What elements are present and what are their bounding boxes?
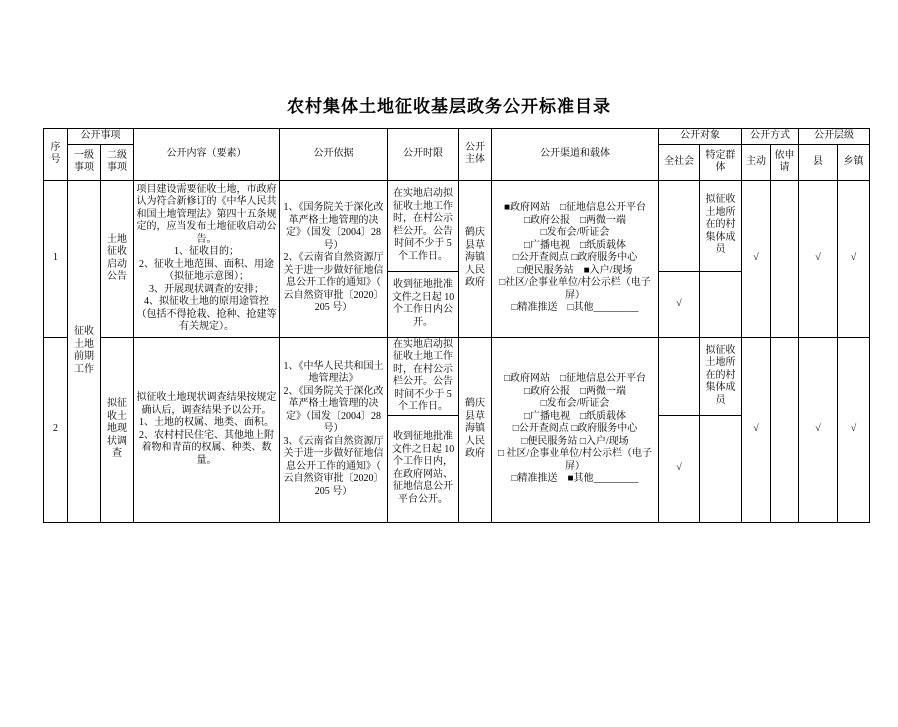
content-paragraph: 2、征收土地范围、面积、用途（拟征地示意图）； xyxy=(139,258,274,282)
township-check-cell: √ xyxy=(838,180,870,337)
specific-group-upper-cell: 拟征收土地所在的村集体成员 xyxy=(700,337,742,415)
channel-option-line: □政府公报 □两微一端 xyxy=(523,385,627,397)
channel-option-line: □ 社区/企事业单位/村公示栏（电子屏） xyxy=(497,448,653,472)
header-basis: 公开依据 xyxy=(280,129,388,181)
header-serial: 序号 xyxy=(44,129,68,181)
channel-option-line: □精准推送 □其他_________ xyxy=(511,302,639,314)
header-method: 公开方式 xyxy=(742,129,799,145)
channel-option-line: □社区/企事业单位/村公示栏（电子屏） xyxy=(499,277,651,301)
header-whole-society: 全社会 xyxy=(659,144,700,180)
content-paragraph: 4、拟征收土地的原用途管控（包括不得抢栽、抢种、抢建等有关规定）。 xyxy=(136,296,277,332)
whole-society-lower-cell: √ xyxy=(659,271,700,337)
proactive-check-cell: √ xyxy=(742,180,771,337)
content-paragraph: 1、征收目的； xyxy=(174,246,239,257)
specific-group-lower-cell xyxy=(700,415,742,522)
serial-cell: 1 xyxy=(44,180,68,337)
basis-item: 2、《云南省自然资源厅关于进一步做好征地信息公开工作的通知》（ 云自然资审批〔2020〕205 号） xyxy=(283,252,384,314)
content-paragraph: 1、土地的权属、地类、面积。 xyxy=(139,417,274,428)
header-proactive: 主动 xyxy=(742,144,771,180)
content-paragraph: 3、开展现状调查的安排； xyxy=(149,283,264,295)
channel-option-line: □便民服务站 ■入户/现场 xyxy=(517,264,633,276)
header-specific-group: 特定群体 xyxy=(700,144,742,180)
content-cell xyxy=(134,180,280,337)
content-paragraph: 项目建设需要征收土地，市政府认为符合新修订的《中华人民共和国土地管理法》第四十五条规定的，应当发布土地征收启动公告。 xyxy=(136,183,277,245)
header-level1-item: 一级事项 xyxy=(68,144,101,180)
header-subject: 公开主体 xyxy=(459,129,492,181)
whole-society-upper-cell xyxy=(659,180,700,271)
whole-society-lower-cell: √ xyxy=(659,415,700,522)
channel-option-line: □发布会/听证会 xyxy=(540,398,610,410)
time-limit-lower-cell: 收到征地批准文件之日起 10 个工作日内，在政府网站、征地信息公开平台公开。 xyxy=(388,415,459,522)
header-county: 县 xyxy=(799,144,838,180)
specific-group-upper-cell: 拟征收土地所在的村集体成员 xyxy=(700,180,742,271)
header-disclosure-item: 公开事项 xyxy=(68,129,134,145)
serial-cell: 2 xyxy=(44,337,68,522)
content-paragraph: 拟征收土地现状调查结果按规定确认后，调查结果予以公开。 xyxy=(136,392,277,416)
level1-item-cell: 征收土地前期工作 xyxy=(68,180,101,522)
table-row xyxy=(44,337,870,415)
channel-option-line: □公开查阅点 □政府服务中心 xyxy=(512,423,638,435)
channel-option-line: □广播电视 □纸质载体 xyxy=(523,410,627,422)
channel-option-line: □政府公报 □两微一端 xyxy=(523,214,627,226)
township-check-cell: √ xyxy=(838,337,870,522)
content-cell xyxy=(134,337,280,522)
header-level: 公开层级 xyxy=(799,129,870,145)
subject-cell: 鹤庆县草海镇人民政府 xyxy=(459,180,492,337)
channel-option-line: □便民服务站 □入户/现场 xyxy=(521,435,629,447)
specific-group-lower-cell xyxy=(700,271,742,337)
whole-society-upper-cell xyxy=(659,337,700,415)
basis-cell xyxy=(280,180,388,337)
basis-item: 1、《中华人民共和国土地管理法》 xyxy=(283,360,384,385)
header-channels: 公开渠道和载体 xyxy=(492,129,659,181)
channel-option-line: □政府网站 □征地信息公开平台 xyxy=(503,373,647,385)
subject-cell: 鹤庆县草海镇人民政府 xyxy=(459,337,492,522)
basis-item: 3、《云南省自然资源厅关于进一步做好征地信息公开工作的通知》（ 云自然资审批〔2020〕205 号） xyxy=(283,435,384,497)
table-row xyxy=(44,180,870,271)
content-paragraph: 2、农村村民住宅、其他地上附着物和青苗的权属、种类、数量。 xyxy=(139,429,274,466)
basis-item: 1、《国务院关于深化改革严格土地管理的决定》（国发〔2004〕28 号） xyxy=(283,202,384,251)
level2-item-cell: 土地征收启动公告 xyxy=(101,180,134,337)
time-limit-upper-cell: 在实地启动拟征收土地工作时，在村公示栏公开。公告时间不少于 5 个工作日。 xyxy=(388,180,459,271)
channels-cell xyxy=(492,180,659,337)
county-check-cell: √ xyxy=(799,180,838,337)
header-level2-item: 二级事项 xyxy=(101,144,134,180)
county-check-cell: √ xyxy=(799,337,838,522)
basis-cell xyxy=(280,337,388,522)
on-request-check-cell xyxy=(771,337,799,522)
channel-option-line: ■政府网站 □征地信息公开平台 xyxy=(503,202,647,214)
time-limit-lower-cell: 收到征地批准文件之日起 10 个工作日内公开。 xyxy=(388,271,459,337)
channel-option-line: □发布会/听证会 xyxy=(540,227,610,239)
header-time-limit: 公开时限 xyxy=(388,129,459,181)
channel-option-line: □公开查阅点 □政府服务中心 xyxy=(512,252,638,264)
on-request-check-cell xyxy=(771,180,799,337)
proactive-check-cell: √ xyxy=(742,337,771,522)
header-content: 公开内容（要素） xyxy=(134,129,280,181)
header-on-request: 依申请 xyxy=(771,144,799,180)
time-limit-upper-cell: 在实地启动拟征收土地工作时，在村公示栏公开。公告时间不少于 5 个工作日。 xyxy=(388,337,459,415)
header-target: 公开对象 xyxy=(659,129,742,145)
basis-item: 2、《国务院关于深化改革严格土地管理的决定》（国发〔2004〕28 号） xyxy=(283,385,384,435)
standards-table xyxy=(43,128,870,523)
channel-option-line: □精准推送 ■其他_________ xyxy=(511,473,639,485)
page-title: 农村集体土地征收基层政务公开标准目录 xyxy=(287,97,611,116)
channels-cell xyxy=(492,337,659,522)
header-township: 乡镇 xyxy=(838,144,870,180)
channel-option-line: □广播电视 □纸质载体 xyxy=(523,239,627,251)
level2-item-cell: 拟征收土地现状调查 xyxy=(101,337,134,522)
